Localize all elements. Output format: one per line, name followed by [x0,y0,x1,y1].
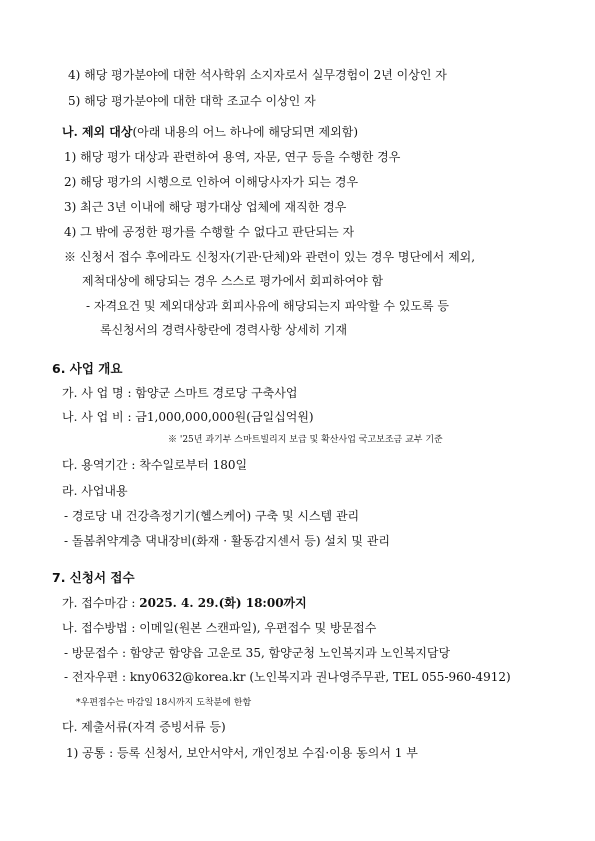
section-7-title: 7. 신청서 접수 [52,570,135,585]
exclusion-notice: ※ 신청서 접수 후에라도 신청자(기관·단체)와 관련이 있는 경우 명단에서 제외, [64,250,476,264]
exclusion-title: 나. 제외 대상 [62,125,133,139]
exclusion-notice-cont: 제척대상에 해당되는 경우 스스로 평가에서 회피하여야 함 [82,274,384,288]
exclusion-subnote-cont: 록신청서의 경력사항란에 경력사항 상세히 기재 [100,323,348,337]
exclusion-item-1: 1) 해당 평가 대상과 관련하여 용역, 자문, 연구 등을 수행한 경우 [64,150,401,164]
budget-note: ※ '25년 과기부 스마트빌리지 보급 및 확산사업 국고보조금 교부 기준 [168,435,443,445]
exclusion-item-3: 3) 최근 3년 이내에 해당 평가대상 업체에 재직한 경우 [64,200,347,214]
email-submission: - 전자우편 : kny0632@korea.kr (노인복지과 권나영주무관, TEL 055-960-4912) [64,670,511,684]
required-documents-common: 1) 공통 : 등록 신청서, 보안서약서, 개인정보 수집·이용 동의서 1 부 [66,746,418,760]
deadline-label: 가. 접수마감 : [62,596,140,610]
project-name: 가. 사 업 명 : 함양군 스마트 경로당 구축사업 [62,386,298,400]
exclusion-subnote: - 자격요건 및 제외대상과 회피사유에 해당되는지 파악할 수 있도록 등 [86,299,449,313]
qualification-item-4: 4) 해당 평가분야에 대한 석사학위 소지자로서 실무경험이 2년 이상인 자 [68,68,447,82]
section-6-title: 6. 사업 개요 [52,361,123,376]
deadline-value: 2025. 4. 29.(화) 18:00까지 [139,596,307,610]
deadline [62,595,307,611]
exclusion-item-4: 4) 그 밖에 공정한 평가를 수행할 수 없다고 판단되는 자 [64,225,355,239]
exclusion-heading [62,124,358,140]
project-content-2: - 돌봄취약계층 댁내장비(화재 · 활동감지센서 등) 설치 및 관리 [64,534,390,548]
submission-method: 나. 접수방법 : 이메일(원본 스캔파일), 우편접수 및 방문접수 [62,621,377,635]
mail-note: *우편접수는 마감일 18시까지 도착분에 한함 [76,698,252,708]
visit-submission: - 방문접수 : 함양군 함양읍 고운로 35, 함양군청 노인복지과 노인복지담당 [64,646,451,660]
service-period: 다. 용역기간 : 착수일로부터 180일 [62,458,248,472]
project-content-1: - 경로당 내 건강측정기기(헬스케어) 구축 및 시스템 관리 [64,509,360,523]
exclusion-note: (아래 내용의 어느 하나에 해당되면 제외함) [132,125,359,139]
project-content-label: 라. 사업내용 [62,484,128,498]
exclusion-item-2: 2) 해당 평가의 시행으로 인하여 이해당사자가 되는 경우 [64,175,359,189]
qualification-item-5: 5) 해당 평가분야에 대한 대학 조교수 이상인 자 [68,94,316,108]
project-budget: 나. 사 업 비 : 금1,000,000,000원(금일십억원) [62,410,314,424]
required-documents: 다. 제출서류(자격 증빙서류 등) [62,720,226,734]
